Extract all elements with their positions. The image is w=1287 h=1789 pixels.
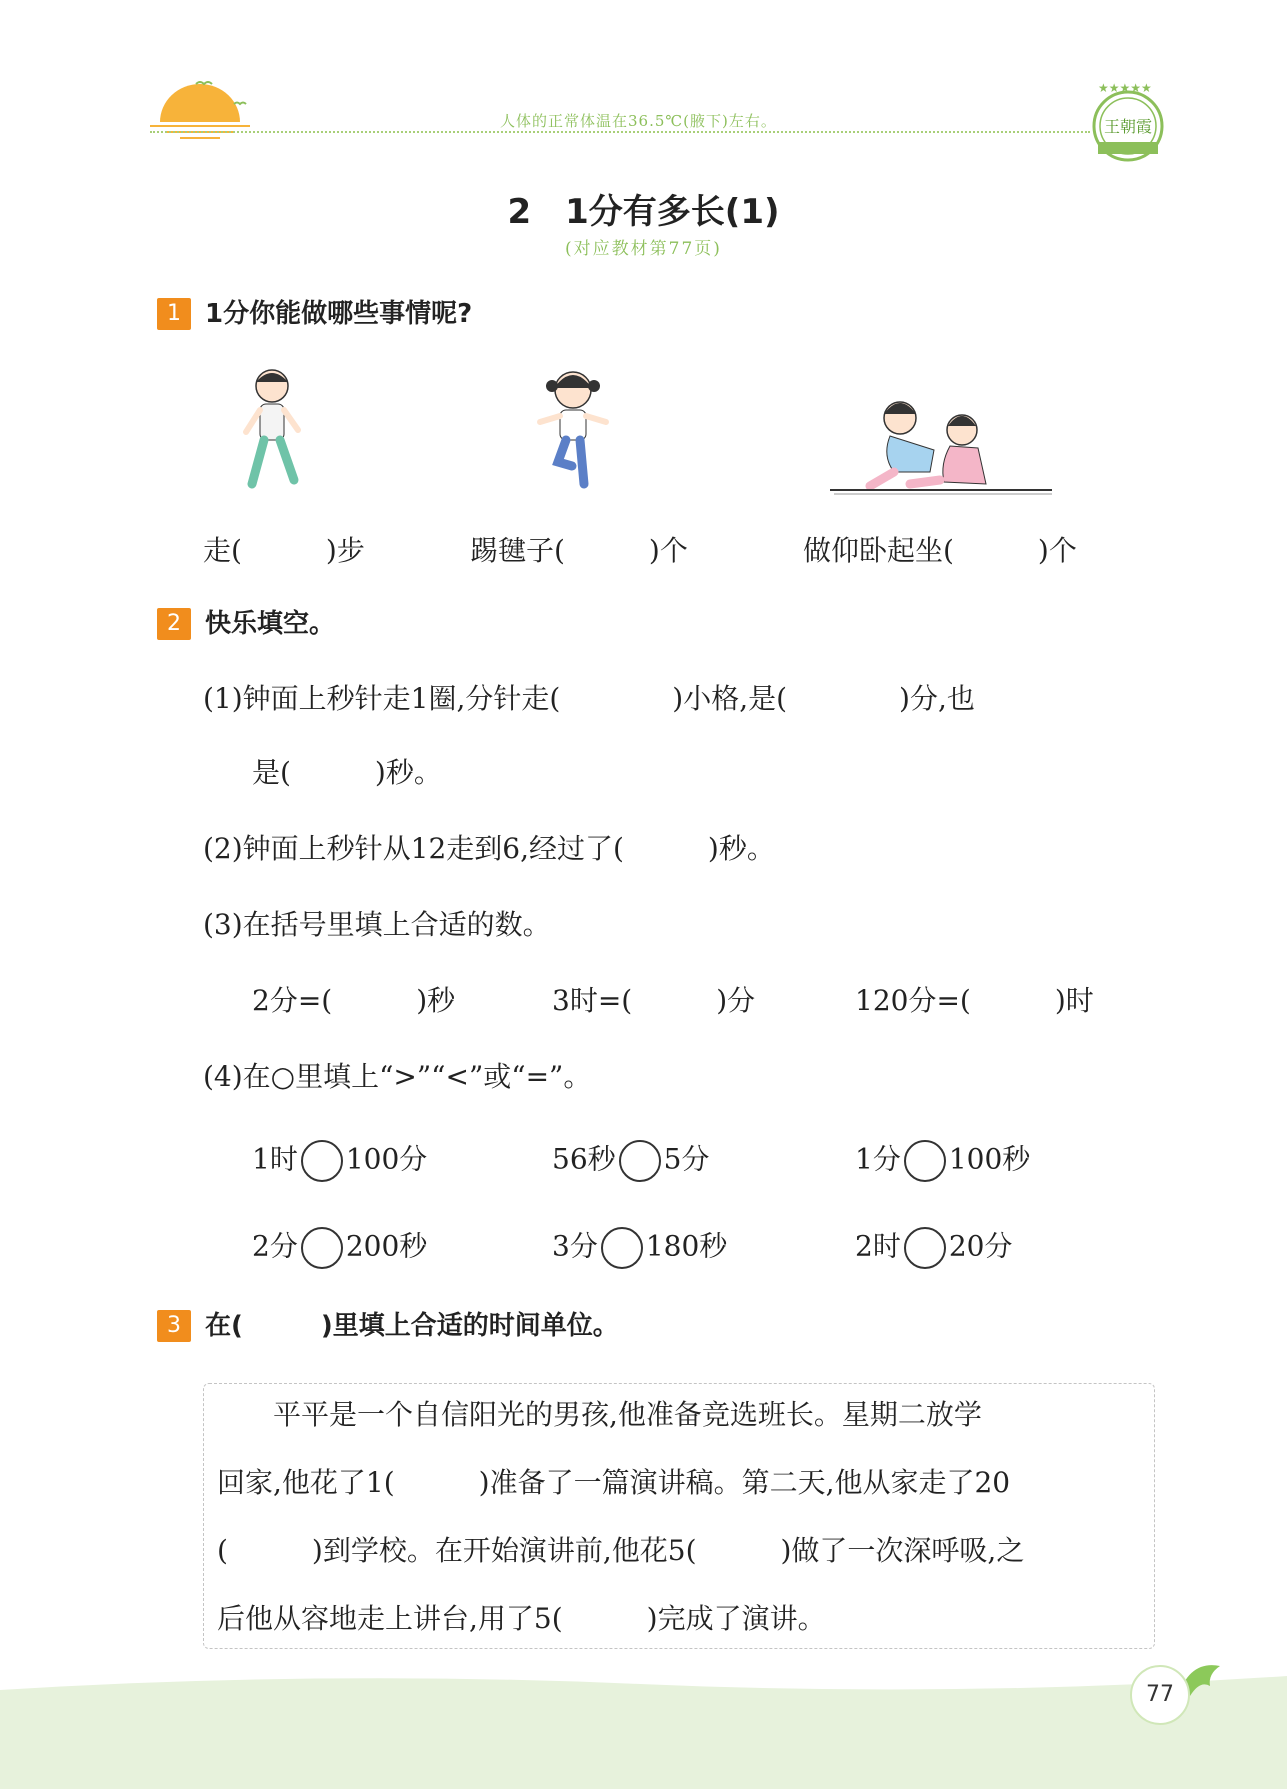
page-title: 2 1分有多长(1) <box>507 192 780 232</box>
q2-part3-item-3: 120分=( )时 <box>855 984 1094 1017</box>
question-prompt-2: 快乐填空。 <box>205 609 336 639</box>
shuttlecock-girl-icon <box>528 366 618 496</box>
passage-line-1: 平平是一个自信阳光的男孩,他准备竞选班长。星期二放学 <box>217 1398 982 1431</box>
passage-line-2: 回家,他花了1( )准备了一篇演讲稿。第二天,他从家走了20 <box>217 1466 1011 1499</box>
svg-text:★★★★★: ★★★★★ <box>1098 81 1152 95</box>
compare-circle-input[interactable] <box>904 1140 946 1182</box>
compare-item: 2时 20分 <box>855 1227 1012 1269</box>
q2-part1-line1: (1)钟面上秒针走1圈,分针走( )小格,是( )分,也 <box>203 682 975 715</box>
compare-circle-input[interactable] <box>619 1140 661 1182</box>
compare-circle-input[interactable] <box>301 1140 343 1182</box>
page-subtitle: (对应教材第77页) <box>565 239 722 259</box>
passage-line-4: 后他从容地走上讲台,用了5( )完成了演讲。 <box>217 1602 826 1635</box>
compare-circle-input[interactable] <box>601 1227 643 1269</box>
brand-logo-icon <box>1088 76 1168 166</box>
compare-circle-input[interactable] <box>301 1227 343 1269</box>
q1-item-walk: 走( )步 <box>203 534 365 567</box>
logo-text: 王朝霞 <box>1103 117 1153 136</box>
header-tip: 人体的正常体温在36.5℃(腋下)左右。 <box>500 112 777 130</box>
compare-item: 56秒 5分 <box>552 1140 709 1182</box>
walking-boy-icon <box>232 366 312 496</box>
compare-item: 2分 200秒 <box>252 1227 427 1269</box>
q2-part3: (3)在括号里填上合适的数。 <box>203 908 551 941</box>
q2-part3-item-2: 3时=( )分 <box>552 984 756 1017</box>
passage-line-3: ( )到学校。在开始演讲前,他花5( )做了一次深呼吸,之 <box>217 1534 1025 1567</box>
footer-band <box>0 1690 1287 1789</box>
q2-part2: (2)钟面上秒针从12走到6,经过了( )秒。 <box>203 832 775 865</box>
header-dotted-line <box>150 131 1090 133</box>
question-prompt-1: 1分你能做哪些事情呢? <box>205 299 473 329</box>
question-number-3: 3 <box>157 1310 191 1342</box>
question-number-1: 1 <box>157 298 191 330</box>
page-number: 77 <box>1130 1665 1190 1725</box>
q1-item-situps: 做仰卧起坐( )个 <box>803 534 1077 567</box>
situp-girls-icon <box>830 390 1054 496</box>
compare-item: 1分 100秒 <box>855 1140 1030 1182</box>
q2-part3-item-1: 2分=( )秒 <box>252 984 456 1017</box>
question-number-2: 2 <box>157 608 191 640</box>
q2-part4: (4)在○里填上“>”“<”或“=”。 <box>203 1060 592 1093</box>
q1-item-shuttlecock: 踢毽子( )个 <box>470 534 688 567</box>
q2-part1-line2: 是( )秒。 <box>252 756 442 789</box>
compare-item: 1时 100分 <box>252 1140 427 1182</box>
compare-item: 3分 180秒 <box>552 1227 727 1269</box>
question-prompt-3: 在( )里填上合适的时间单位。 <box>205 1311 619 1341</box>
compare-circle-input[interactable] <box>904 1227 946 1269</box>
